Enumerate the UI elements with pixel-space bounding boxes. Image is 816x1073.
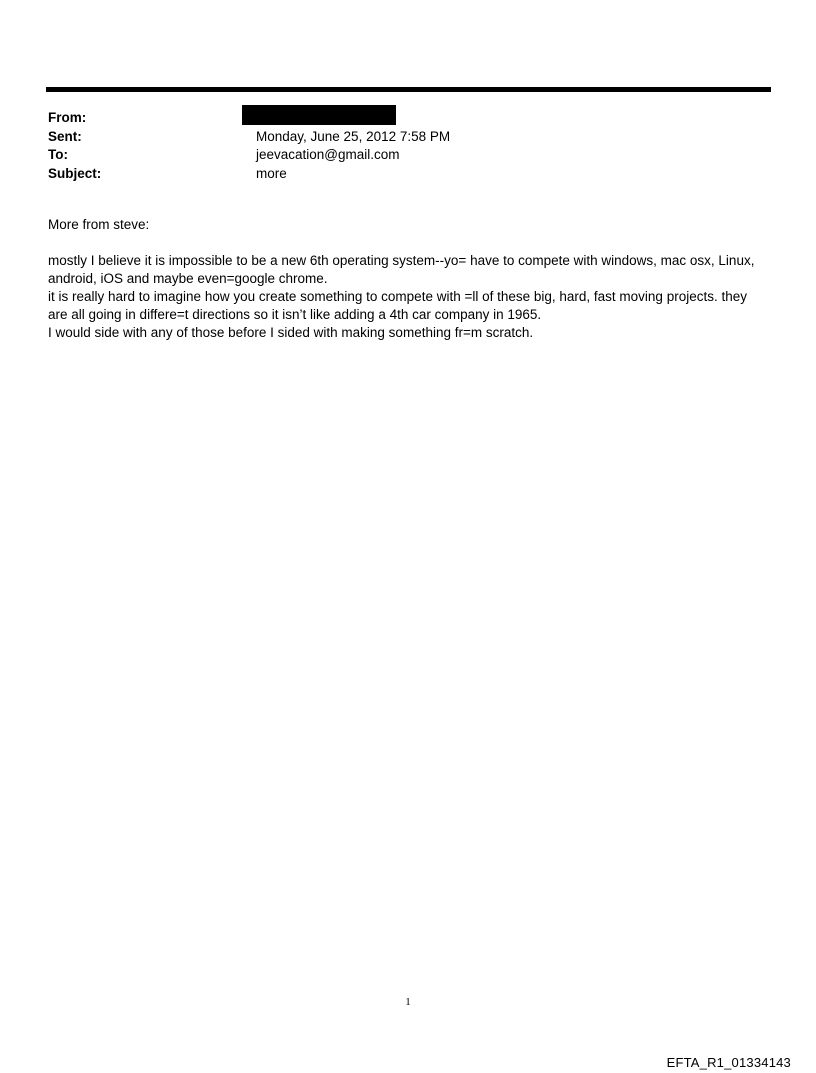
redaction-block [242, 105, 396, 125]
subject-value: more [256, 165, 287, 181]
from-value [256, 109, 748, 128]
document-id: EFTA_R1_01334143 [666, 1055, 791, 1070]
subject-row [48, 165, 748, 184]
body-line: android, iOS and maybe even=google chrome. [48, 271, 328, 286]
page-number: 1 [405, 996, 411, 1008]
body-line: I would side with any of those before I sided with making something fr=m scratch. [48, 325, 534, 340]
from-label: From: [48, 110, 87, 125]
email-header [48, 109, 748, 183]
body-line: mostly I believe it is impossible to be a new 6th operating system--yo= have to compete with windows, mac osx, Linux, [48, 253, 755, 268]
header-divider [46, 87, 771, 92]
sent-row [48, 128, 748, 147]
sent-label: Sent: [48, 128, 82, 144]
to-row [48, 146, 748, 165]
sent-value: Monday, June 25, 2012 7:58 PM [256, 128, 451, 144]
body-line: it is really hard to imagine how you create something to compete with =ll of these big, hard, fast moving projects. they [48, 289, 747, 304]
body-line: are all going in differe=t directions so it isn’t like adding a 4th car company in 1965. [48, 307, 542, 322]
to-label: To: [48, 147, 68, 162]
email-body [48, 252, 764, 342]
to-value: jeevacation@gmail.com [256, 147, 400, 162]
subject-label: Subject: [48, 165, 102, 181]
email-greeting: More from steve: [48, 217, 150, 232]
from-row [48, 109, 748, 128]
